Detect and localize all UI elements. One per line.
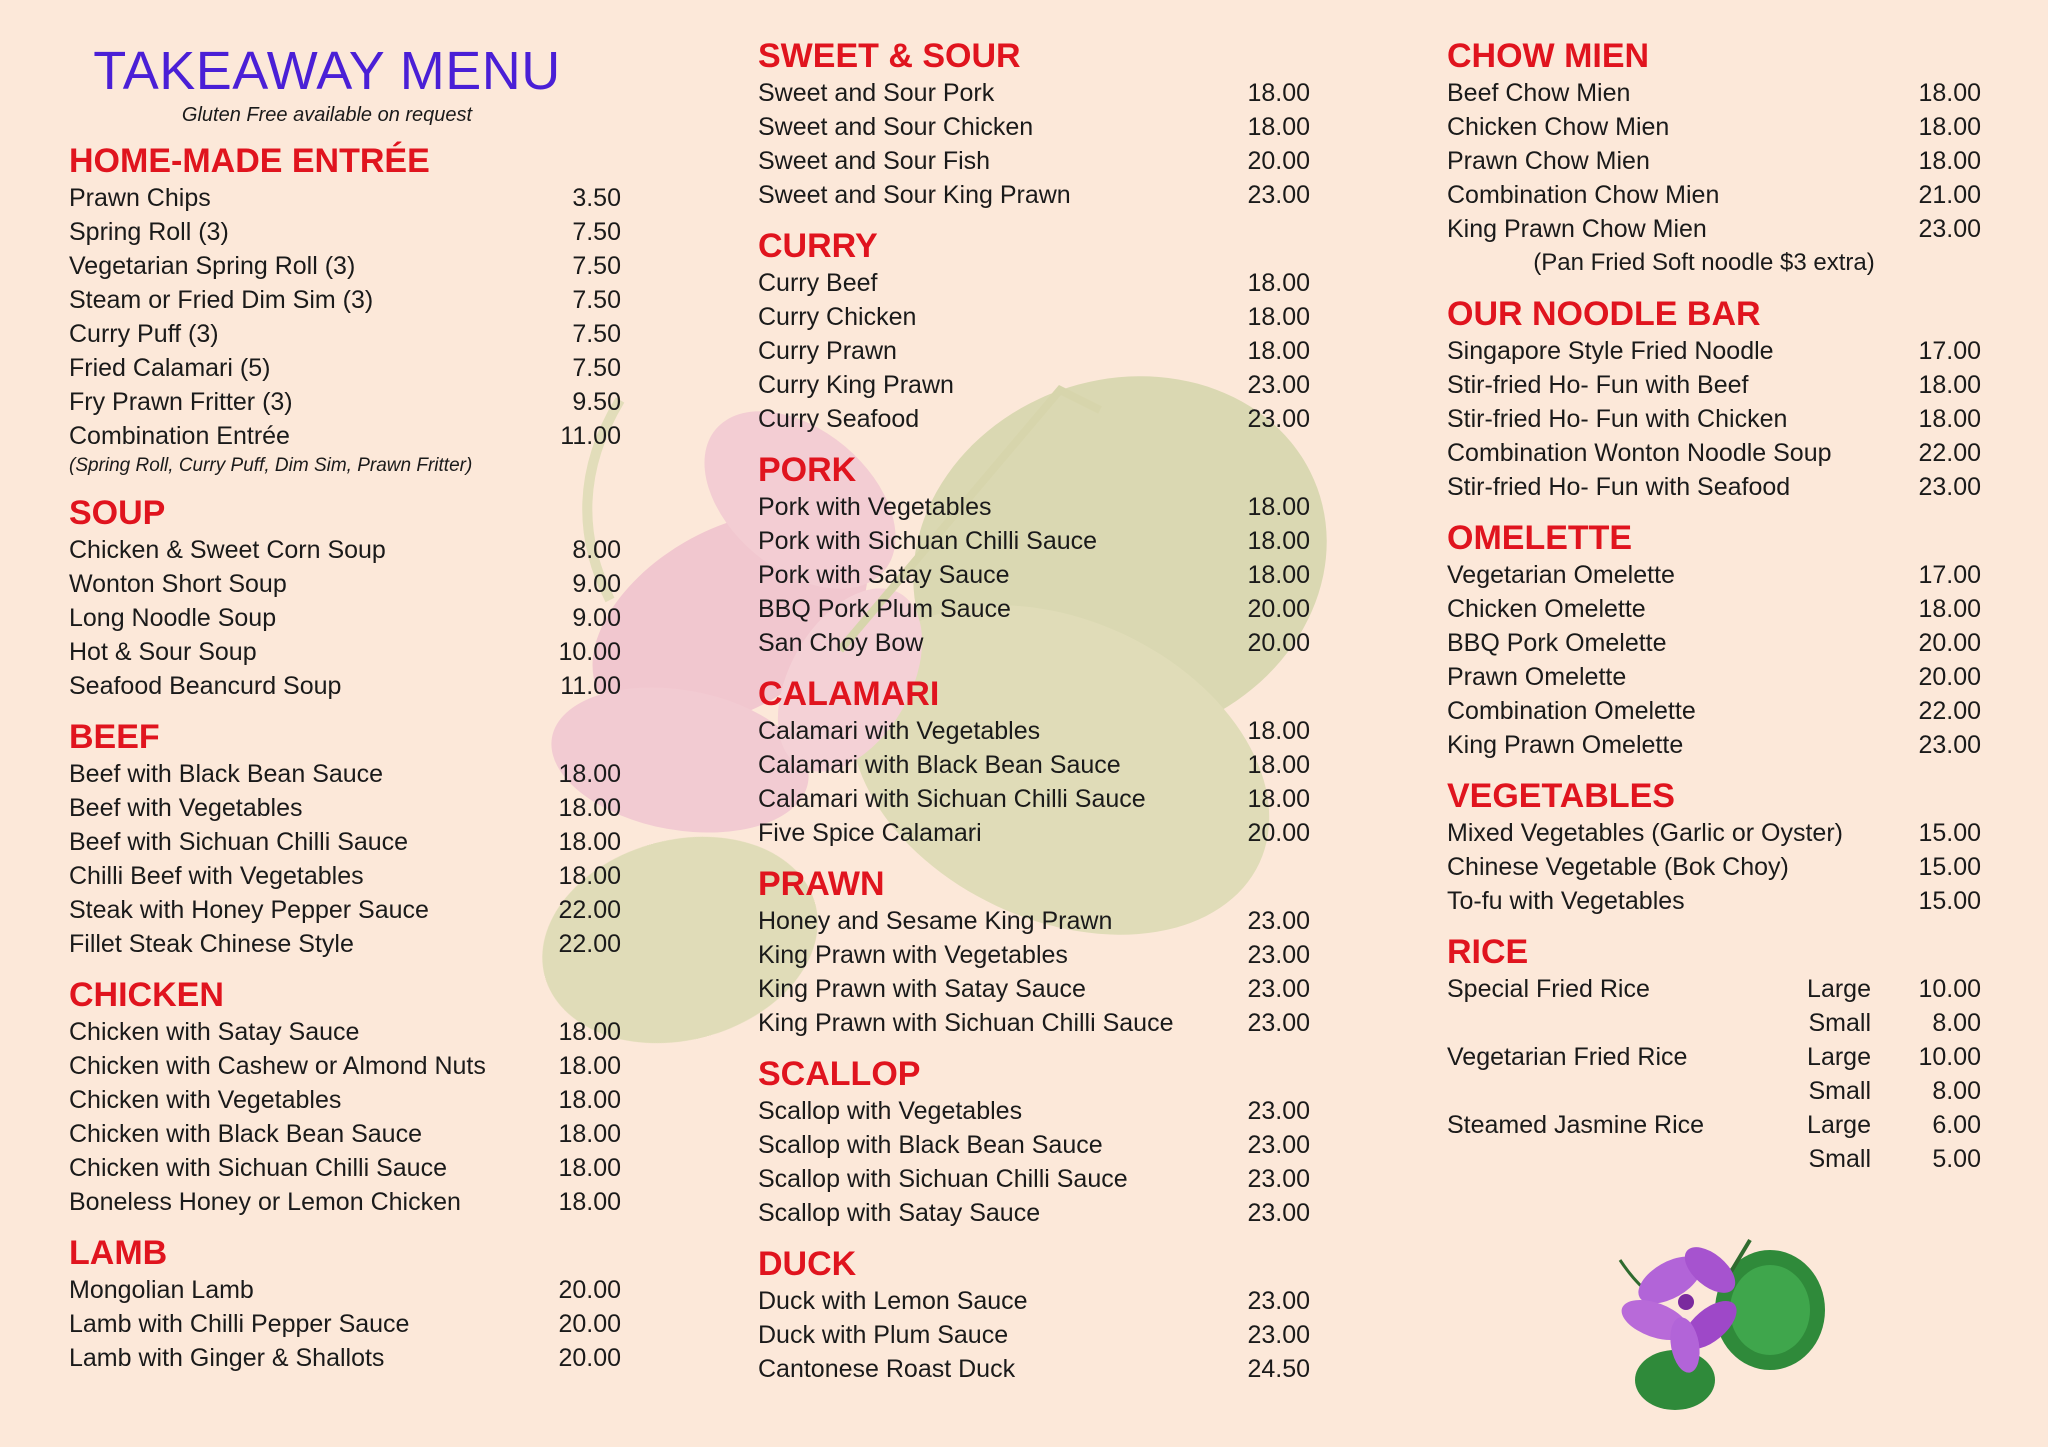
item-name: Combination Wonton Noodle Soup bbox=[1447, 439, 1832, 467]
section-title: BEEF bbox=[69, 718, 160, 756]
item-price: 23.00 bbox=[1918, 215, 1981, 243]
item-name: Cantonese Roast Duck bbox=[758, 1355, 1016, 1383]
item-price: 18.00 bbox=[1247, 303, 1310, 331]
menu-item bbox=[758, 904, 1310, 938]
item-name: Sweet and Sour Chicken bbox=[758, 113, 1034, 141]
item-price: 18.00 bbox=[558, 1188, 621, 1216]
item-price: 22.00 bbox=[558, 930, 621, 958]
menu-item bbox=[69, 1151, 621, 1185]
menu-item bbox=[69, 351, 621, 385]
item-name: Boneless Honey or Lemon Chicken bbox=[69, 1188, 461, 1216]
menu-section bbox=[69, 1233, 621, 1375]
item-price: 18.00 bbox=[558, 862, 621, 890]
rice-rows bbox=[1447, 972, 1981, 1176]
menu-item bbox=[1447, 816, 1981, 850]
section-title: OUR NOODLE BAR bbox=[1447, 295, 1761, 333]
item-price: 23.00 bbox=[1247, 371, 1310, 399]
menu-section bbox=[69, 141, 621, 479]
item-price: 15.00 bbox=[1918, 887, 1981, 915]
item-price: 7.50 bbox=[572, 218, 621, 246]
item-price: 18.00 bbox=[1918, 405, 1981, 433]
column-2-sections bbox=[758, 36, 1310, 1386]
menu-section bbox=[69, 493, 621, 703]
item-name: Scallop with Black Bean Sauce bbox=[758, 1131, 1103, 1159]
item-price: 7.50 bbox=[572, 354, 621, 382]
item-name: Beef Chow Mien bbox=[1447, 79, 1631, 107]
item-price: 15.00 bbox=[1918, 853, 1981, 881]
item-name: Chicken with Cashew or Almond Nuts bbox=[69, 1052, 486, 1080]
item-price: 22.00 bbox=[558, 896, 621, 924]
menu-item bbox=[69, 1185, 621, 1219]
menu-item bbox=[69, 567, 621, 601]
menu-item bbox=[69, 283, 621, 317]
menu-item bbox=[69, 215, 621, 249]
item-name: Spring Roll (3) bbox=[69, 218, 229, 246]
menu-item bbox=[758, 1318, 1310, 1352]
menu-item bbox=[1447, 334, 1981, 368]
item-name: Five Spice Calamari bbox=[758, 819, 982, 847]
menu-item bbox=[758, 714, 1310, 748]
menu-item bbox=[69, 1307, 621, 1341]
item-price: 23.00 bbox=[1247, 1131, 1310, 1159]
section-title: SCALLOP bbox=[758, 1055, 921, 1093]
section-title: CURRY bbox=[758, 227, 878, 265]
item-name: King Prawn with Satay Sauce bbox=[758, 975, 1086, 1003]
item-name: Scallop with Satay Sauce bbox=[758, 1199, 1041, 1227]
rice-item bbox=[1447, 1006, 1981, 1040]
item-name: Chicken with Satay Sauce bbox=[69, 1018, 360, 1046]
orchid-corner-illustration bbox=[1600, 1220, 1840, 1420]
item-price: 23.00 bbox=[1247, 975, 1310, 1003]
item-price: 8.00 bbox=[1932, 1077, 1981, 1105]
item-price: 23.00 bbox=[1247, 1199, 1310, 1227]
item-price: 18.00 bbox=[558, 1086, 621, 1114]
item-price: 10.00 bbox=[1918, 975, 1981, 1003]
item-size: Small bbox=[1808, 1077, 1871, 1105]
item-name: Combination Chow Mien bbox=[1447, 181, 1720, 209]
rice-item bbox=[1447, 1040, 1981, 1074]
item-name: Fried Calamari (5) bbox=[69, 354, 271, 382]
item-name: Stir-fried Ho- Fun with Beef bbox=[1447, 371, 1749, 399]
item-price: 17.00 bbox=[1918, 337, 1981, 365]
item-price: 22.00 bbox=[1918, 439, 1981, 467]
item-price: 8.00 bbox=[572, 536, 621, 564]
menu-item bbox=[69, 1049, 621, 1083]
menu-item bbox=[69, 757, 621, 791]
menu-item bbox=[69, 419, 621, 453]
item-price: 23.00 bbox=[1918, 731, 1981, 759]
section-title: RICE bbox=[1447, 933, 1529, 971]
item-price: 23.00 bbox=[1247, 181, 1310, 209]
menu-item bbox=[758, 402, 1310, 436]
item-name: Pork with Sichuan Chilli Sauce bbox=[758, 527, 1098, 555]
menu-item bbox=[1447, 76, 1981, 110]
item-name: Mongolian Lamb bbox=[69, 1276, 254, 1304]
section-title: HOME-MADE ENTRÉE bbox=[69, 142, 430, 180]
menu-item bbox=[69, 635, 621, 669]
menu-item bbox=[1447, 436, 1981, 470]
item-name: Stir-fried Ho- Fun with Chicken bbox=[1447, 405, 1788, 433]
item-price: 23.00 bbox=[1247, 1165, 1310, 1193]
item-price: 24.50 bbox=[1247, 1355, 1310, 1383]
item-name: Special Fried Rice bbox=[1447, 975, 1650, 1003]
item-name: Chicken with Vegetables bbox=[69, 1086, 342, 1114]
item-name: Vegetarian Fried Rice bbox=[1447, 1043, 1688, 1071]
item-size: Large bbox=[1807, 975, 1871, 1003]
menu-item bbox=[758, 490, 1310, 524]
item-price: 11.00 bbox=[560, 672, 621, 700]
item-price: 18.00 bbox=[1247, 785, 1310, 813]
menu-section bbox=[758, 864, 1310, 1040]
item-price: 17.00 bbox=[1918, 561, 1981, 589]
menu-item bbox=[1447, 178, 1981, 212]
menu-item bbox=[1447, 850, 1981, 884]
section-title: PRAWN bbox=[758, 865, 885, 903]
item-name: Chilli Beef with Vegetables bbox=[69, 862, 364, 890]
column-1-sections bbox=[69, 141, 621, 1375]
item-name: Curry Seafood bbox=[758, 405, 920, 433]
item-price: 20.00 bbox=[1247, 819, 1310, 847]
item-name: Steam or Fried Dim Sim (3) bbox=[69, 286, 374, 314]
item-name: Curry Chicken bbox=[758, 303, 917, 331]
menu-item bbox=[1447, 402, 1981, 436]
item-name: Beef with Black Bean Sauce bbox=[69, 760, 384, 788]
item-name: Calamari with Vegetables bbox=[758, 717, 1041, 745]
menu-item bbox=[758, 626, 1310, 660]
item-price: 9.00 bbox=[572, 570, 621, 598]
item-name: Curry Prawn bbox=[758, 337, 897, 365]
menu-item bbox=[69, 533, 621, 567]
item-price: 23.00 bbox=[1247, 1009, 1310, 1037]
item-price: 20.00 bbox=[558, 1310, 621, 1338]
menu-section bbox=[69, 975, 621, 1219]
item-price: 20.00 bbox=[558, 1276, 621, 1304]
item-price: 18.00 bbox=[1247, 113, 1310, 141]
menu-section bbox=[69, 717, 621, 961]
menu-item bbox=[69, 1083, 621, 1117]
item-name: King Prawn with Vegetables bbox=[758, 941, 1068, 969]
item-name: Long Noodle Soup bbox=[69, 604, 277, 632]
item-name: Prawn Chips bbox=[69, 184, 211, 212]
menu-item bbox=[1447, 884, 1981, 918]
item-name: Chicken & Sweet Corn Soup bbox=[69, 536, 386, 564]
item-name: Singapore Style Fried Noodle bbox=[1447, 337, 1774, 365]
section-title: OMELETTE bbox=[1447, 519, 1633, 557]
menu-item bbox=[758, 1196, 1310, 1230]
menu-item bbox=[1447, 728, 1981, 762]
item-name bbox=[1447, 1006, 1781, 1040]
menu-item bbox=[69, 859, 621, 893]
rice-item bbox=[1447, 1108, 1981, 1142]
item-name: Chinese Vegetable (Bok Choy) bbox=[1447, 853, 1789, 881]
item-price: 7.50 bbox=[572, 320, 621, 348]
item-name: Chicken with Sichuan Chilli Sauce bbox=[69, 1154, 447, 1182]
rice-section bbox=[1447, 932, 1981, 1176]
item-name: Sweet and Sour Pork bbox=[758, 79, 995, 107]
menu-item bbox=[758, 972, 1310, 1006]
menu-item bbox=[69, 1117, 621, 1151]
menu-item bbox=[1447, 470, 1981, 504]
item-price: 18.00 bbox=[1918, 595, 1981, 623]
item-price: 9.00 bbox=[572, 604, 621, 632]
menu-item bbox=[758, 782, 1310, 816]
item-price: 23.00 bbox=[1247, 1287, 1310, 1315]
section-title: LAMB bbox=[69, 1234, 168, 1272]
item-size: Large bbox=[1807, 1111, 1871, 1139]
item-name: Hot & Sour Soup bbox=[69, 638, 257, 666]
menu-item bbox=[758, 368, 1310, 402]
item-price: 10.00 bbox=[1918, 1043, 1981, 1071]
item-name: Wonton Short Soup bbox=[69, 570, 287, 598]
rice-item bbox=[1447, 1142, 1981, 1176]
item-name: Honey and Sesame King Prawn bbox=[758, 907, 1113, 935]
section-title: SOUP bbox=[69, 494, 166, 532]
item-price: 18.00 bbox=[1247, 79, 1310, 107]
item-name: Chicken Chow Mien bbox=[1447, 113, 1670, 141]
menu-item bbox=[69, 927, 621, 961]
item-price: 3.50 bbox=[572, 184, 621, 212]
item-name: Scallop with Sichuan Chilli Sauce bbox=[758, 1165, 1128, 1193]
item-price: 23.00 bbox=[1247, 1321, 1310, 1349]
item-price: 18.00 bbox=[1247, 269, 1310, 297]
menu-column-2 bbox=[758, 36, 1310, 1386]
item-name: Pork with Vegetables bbox=[758, 493, 992, 521]
section-note: (Pan Fried Soft noodle $3 extra) bbox=[1533, 249, 1875, 276]
item-price: 23.00 bbox=[1247, 907, 1310, 935]
item-name: Chicken Omelette bbox=[1447, 595, 1646, 623]
item-price: 7.50 bbox=[572, 286, 621, 314]
item-name: BBQ Pork Omelette bbox=[1447, 629, 1667, 657]
item-name bbox=[1447, 1142, 1781, 1176]
item-name: Vegetarian Spring Roll (3) bbox=[69, 252, 356, 280]
menu-item bbox=[758, 748, 1310, 782]
item-price: 18.00 bbox=[1918, 113, 1981, 141]
item-price: 18.00 bbox=[1918, 371, 1981, 399]
item-name: Chicken with Black Bean Sauce bbox=[69, 1120, 422, 1148]
item-price: 8.00 bbox=[1932, 1009, 1981, 1037]
menu-item bbox=[758, 76, 1310, 110]
item-name: Fry Prawn Fritter (3) bbox=[69, 388, 293, 416]
menu-section bbox=[758, 226, 1310, 436]
item-name: BBQ Pork Plum Sauce bbox=[758, 595, 1011, 623]
item-name: Fillet Steak Chinese Style bbox=[69, 930, 354, 958]
item-name: Pork with Satay Sauce bbox=[758, 561, 1010, 589]
item-price: 18.00 bbox=[1247, 717, 1310, 745]
item-price: 18.00 bbox=[558, 1052, 621, 1080]
item-name: Steamed Jasmine Rice bbox=[1447, 1111, 1705, 1139]
item-price: 11.00 bbox=[560, 422, 621, 450]
item-price: 18.00 bbox=[558, 1120, 621, 1148]
menu-item bbox=[1447, 212, 1981, 246]
menu-item bbox=[758, 1128, 1310, 1162]
menu-item bbox=[69, 893, 621, 927]
menu-item bbox=[1447, 592, 1981, 626]
menu-section bbox=[1447, 518, 1981, 762]
menu-item bbox=[758, 1284, 1310, 1318]
item-price: 20.00 bbox=[1918, 629, 1981, 657]
item-price: 18.00 bbox=[558, 1154, 621, 1182]
menu-section bbox=[1447, 36, 1981, 280]
menu-item bbox=[69, 181, 621, 215]
menu-item bbox=[69, 317, 621, 351]
menu-section bbox=[1447, 776, 1981, 918]
item-price: 21.00 bbox=[1918, 181, 1981, 209]
item-price: 18.00 bbox=[1247, 751, 1310, 779]
menu-item bbox=[758, 334, 1310, 368]
section-title: CHOW MIEN bbox=[1447, 37, 1650, 75]
item-price: 18.00 bbox=[1918, 79, 1981, 107]
item-name: To-fu with Vegetables bbox=[1447, 887, 1685, 915]
menu-item bbox=[1447, 558, 1981, 592]
item-price: 20.00 bbox=[1247, 629, 1310, 657]
item-price: 18.00 bbox=[1247, 337, 1310, 365]
item-name: Mixed Vegetables (Garlic or Oyster) bbox=[1447, 819, 1843, 847]
item-note: (Spring Roll, Curry Puff, Dim Sim, Prawn Fritter) bbox=[69, 455, 473, 476]
item-price: 23.00 bbox=[1247, 405, 1310, 433]
menu-item bbox=[69, 249, 621, 283]
item-name: Sweet and Sour King Prawn bbox=[758, 181, 1071, 209]
item-price: 20.00 bbox=[1918, 663, 1981, 691]
menu-item bbox=[69, 791, 621, 825]
menu-item bbox=[758, 1352, 1310, 1386]
item-price: 23.00 bbox=[1247, 941, 1310, 969]
item-price: 23.00 bbox=[1918, 473, 1981, 501]
item-price: 5.00 bbox=[1932, 1145, 1981, 1173]
menu-item bbox=[758, 816, 1310, 850]
item-price: 15.00 bbox=[1918, 819, 1981, 847]
item-price: 18.00 bbox=[1247, 561, 1310, 589]
section-title: CALAMARI bbox=[758, 675, 940, 713]
item-name: Vegetarian Omelette bbox=[1447, 561, 1675, 589]
item-price: 20.00 bbox=[558, 1344, 621, 1372]
item-name: Steak with Honey Pepper Sauce bbox=[69, 896, 429, 924]
item-name: Calamari with Black Bean Sauce bbox=[758, 751, 1121, 779]
section-title: DUCK bbox=[758, 1245, 857, 1283]
item-name: Curry Beef bbox=[758, 269, 878, 297]
item-name: King Prawn Chow Mien bbox=[1447, 215, 1707, 243]
menu-title: TAKEAWAY MENU bbox=[93, 41, 561, 101]
menu-item bbox=[69, 825, 621, 859]
item-price: 23.00 bbox=[1247, 1097, 1310, 1125]
item-name: Curry Puff (3) bbox=[69, 320, 219, 348]
menu-item bbox=[69, 1015, 621, 1049]
item-name: Combination Entrée bbox=[69, 422, 290, 450]
menu-item bbox=[758, 524, 1310, 558]
item-name bbox=[1447, 1074, 1781, 1108]
menu-item bbox=[758, 178, 1310, 212]
menu-item bbox=[1447, 660, 1981, 694]
menu-section bbox=[1447, 294, 1981, 504]
rice-item bbox=[1447, 972, 1981, 1006]
item-price: 18.00 bbox=[1247, 493, 1310, 521]
item-name: Lamb with Ginger & Shallots bbox=[69, 1344, 385, 1372]
item-name: Scallop with Vegetables bbox=[758, 1097, 1023, 1125]
menu-item bbox=[758, 1094, 1310, 1128]
section-title: CHICKEN bbox=[69, 976, 224, 1014]
item-size: Small bbox=[1808, 1145, 1871, 1173]
item-price: 20.00 bbox=[1247, 595, 1310, 623]
menu-item bbox=[1447, 694, 1981, 728]
item-price: 22.00 bbox=[1918, 697, 1981, 725]
item-name: Curry King Prawn bbox=[758, 371, 954, 399]
menu-item bbox=[1447, 626, 1981, 660]
item-name: Combination Omelette bbox=[1447, 697, 1696, 725]
item-name: San Choy Bow bbox=[758, 629, 924, 657]
menu-column-3 bbox=[1447, 36, 1981, 1176]
menu-item bbox=[1447, 368, 1981, 402]
menu-item bbox=[69, 385, 621, 419]
item-name: Sweet and Sour Fish bbox=[758, 147, 991, 175]
menu-item bbox=[69, 1341, 621, 1375]
section-title: VEGETABLES bbox=[1447, 777, 1675, 815]
item-name: Calamari with Sichuan Chilli Sauce bbox=[758, 785, 1146, 813]
menu-item bbox=[758, 110, 1310, 144]
column-3-sections bbox=[1447, 36, 1981, 918]
item-price: 18.00 bbox=[1918, 147, 1981, 175]
menu-section bbox=[758, 1054, 1310, 1230]
item-name: Duck with Lemon Sauce bbox=[758, 1287, 1028, 1315]
item-name: Lamb with Chilli Pepper Sauce bbox=[69, 1310, 410, 1338]
section-title: SWEET & SOUR bbox=[758, 37, 1021, 75]
item-price: 7.50 bbox=[572, 252, 621, 280]
item-price: 10.00 bbox=[558, 638, 621, 666]
item-size: Small bbox=[1808, 1009, 1871, 1037]
item-name: Duck with Plum Sauce bbox=[758, 1321, 1009, 1349]
menu-section bbox=[758, 1244, 1310, 1386]
menu-item bbox=[69, 1273, 621, 1307]
item-name: King Prawn Omelette bbox=[1447, 731, 1684, 759]
item-name: Prawn Omelette bbox=[1447, 663, 1627, 691]
menu-column-1 bbox=[69, 0, 621, 1375]
menu-item bbox=[758, 300, 1310, 334]
item-price: 18.00 bbox=[558, 828, 621, 856]
item-name: Stir-fried Ho- Fun with Seafood bbox=[1447, 473, 1791, 501]
menu-item bbox=[758, 938, 1310, 972]
menu-item bbox=[758, 1162, 1310, 1196]
menu-section bbox=[758, 36, 1310, 212]
item-price: 18.00 bbox=[558, 794, 621, 822]
item-size: Large bbox=[1807, 1043, 1871, 1071]
menu-item bbox=[758, 592, 1310, 626]
item-price: 6.00 bbox=[1932, 1111, 1981, 1139]
menu-item bbox=[758, 266, 1310, 300]
menu-subtitle: Gluten Free available on request bbox=[181, 104, 473, 126]
item-price: 20.00 bbox=[1247, 147, 1310, 175]
item-name: Prawn Chow Mien bbox=[1447, 147, 1650, 175]
menu-section bbox=[758, 674, 1310, 850]
item-name: Beef with Sichuan Chilli Sauce bbox=[69, 828, 409, 856]
item-price: 18.00 bbox=[1247, 527, 1310, 555]
menu-item bbox=[1447, 144, 1981, 178]
menu-item bbox=[758, 558, 1310, 592]
item-name: Beef with Vegetables bbox=[69, 794, 303, 822]
menu-item bbox=[69, 601, 621, 635]
item-price: 18.00 bbox=[558, 760, 621, 788]
section-title: PORK bbox=[758, 451, 857, 489]
menu-section bbox=[758, 450, 1310, 660]
rice-item bbox=[1447, 1074, 1981, 1108]
item-name: King Prawn with Sichuan Chilli Sauce bbox=[758, 1009, 1174, 1037]
item-price: 18.00 bbox=[558, 1018, 621, 1046]
item-price: 9.50 bbox=[572, 388, 621, 416]
menu-item bbox=[758, 144, 1310, 178]
menu-item bbox=[69, 669, 621, 703]
item-name: Seafood Beancurd Soup bbox=[69, 672, 342, 700]
menu-item bbox=[758, 1006, 1310, 1040]
menu-item bbox=[1447, 110, 1981, 144]
